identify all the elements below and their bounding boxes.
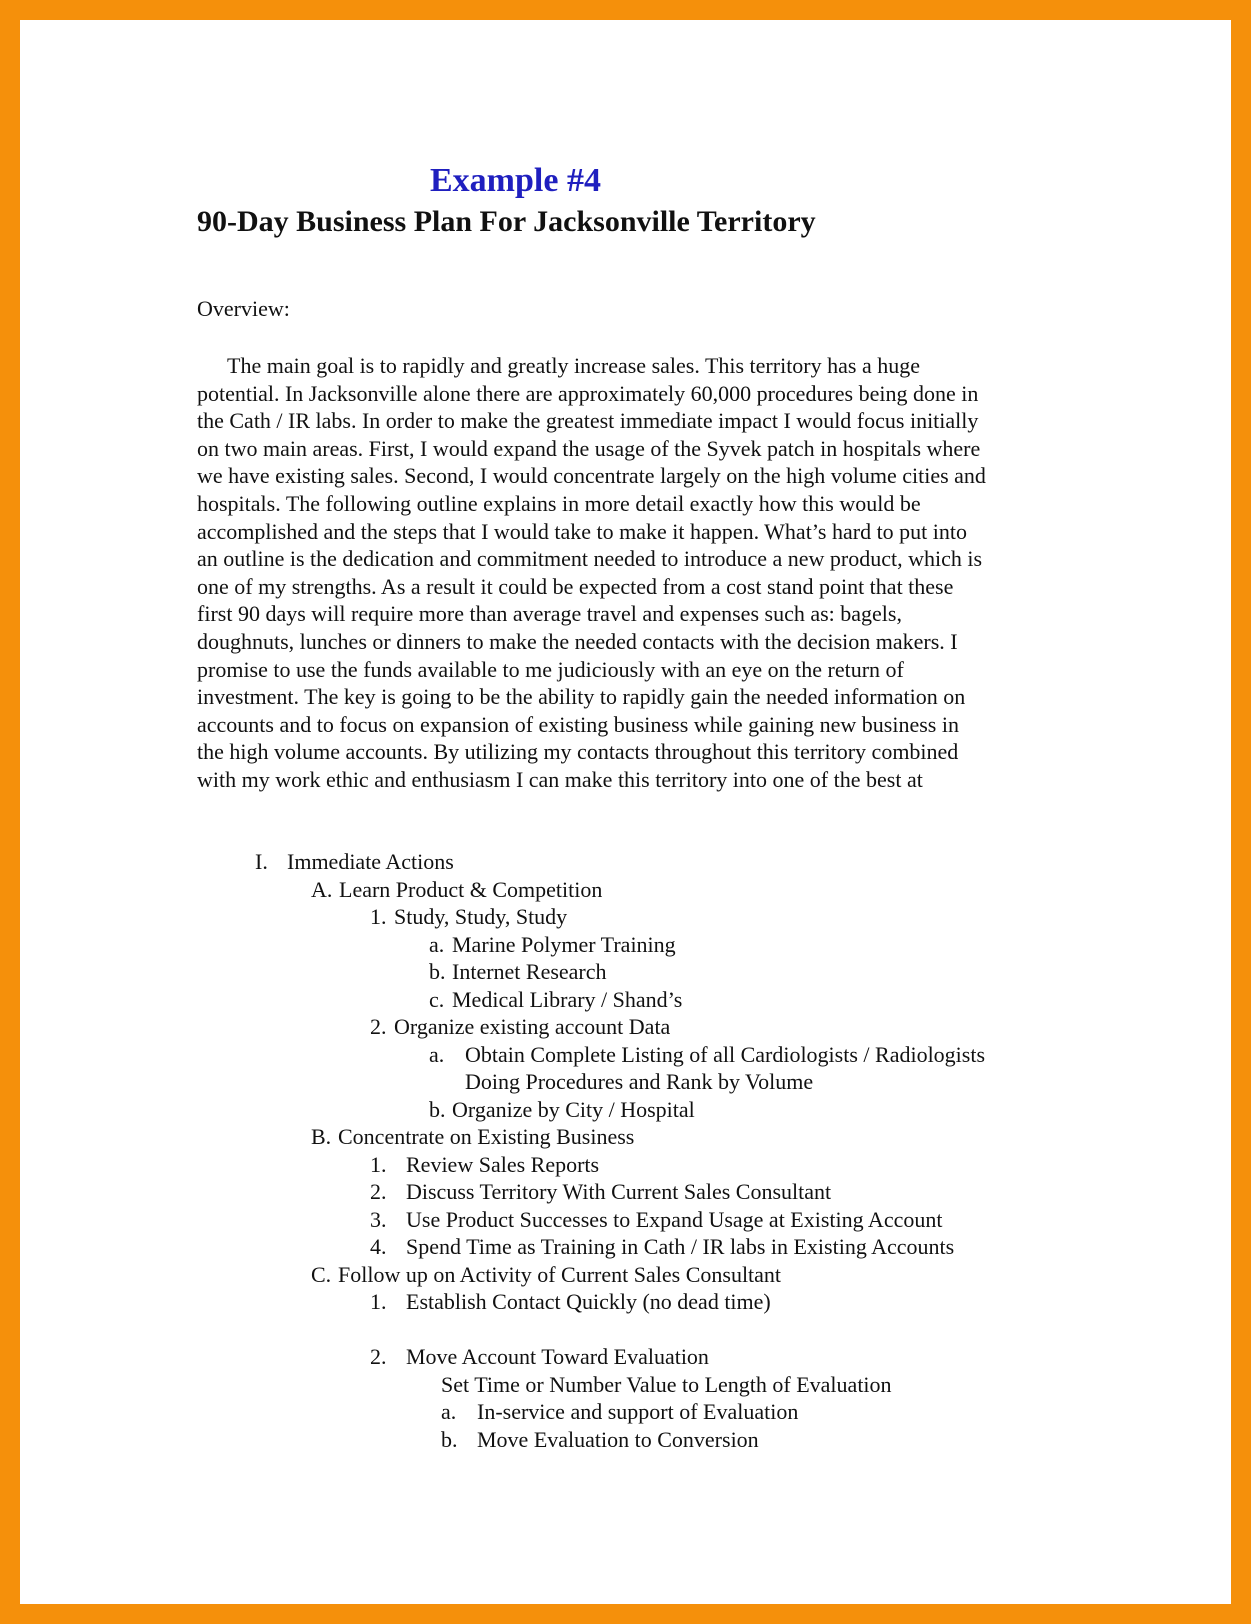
outline-text: Review Sales Reports [406,1152,600,1177]
outline-item-B [311,1123,634,1151]
outline-marker: b. [441,1427,458,1452]
outline-item-I [255,848,454,876]
outline-marker: 2. [370,1344,387,1369]
outline-text: Follow up on Activity of Current Sales Consultant [338,1262,782,1287]
outline-item-A2a-continued: Doing Procedures and Rank by Volume [465,1069,814,1094]
paragraph-line: promise to use the funds available to me judiciously with an eye on the return of [197,656,904,682]
outline-text: Concentrate on Existing Business [338,1124,635,1149]
outline-note-C2: Set Time or Number Value to Length of Evaluation [441,1372,892,1397]
overview-paragraph [197,352,1077,794]
outline-marker: C. [311,1262,332,1287]
paragraph-line: hospitals. The following outline explains in more detail exactly how this would be [197,490,921,516]
document-title: 90-Day Business Plan For Jacksonville Territory [197,205,816,238]
outline-item-C2b [441,1426,759,1454]
outline-item-A2 [370,1013,670,1041]
outline-item-B1 [370,1151,599,1179]
outline-text: Use Product Successes to Expand Usage at Existing Account [406,1207,943,1232]
outline-text: Immediate Actions [287,849,454,874]
paragraph-line: on two main areas. First, I would expand the usage of the Syvek patch in hospitals where [197,435,981,461]
outline-marker: 1. [370,904,387,929]
outline-item-A2a [429,1041,985,1069]
outline-item-C [311,1261,781,1289]
outline-marker: 1. [370,1289,387,1314]
outline-marker: a. [429,1042,445,1067]
outline-text: Establish Contact Quickly (no dead time) [406,1289,771,1314]
outline-marker: 3. [370,1207,387,1232]
paragraph-line: The main goal is to rapidly and greatly increase sales. This territory has a huge [227,353,920,378]
paragraph-line: potential. In Jacksonville alone there are approximately 60,000 procedures being done in [197,380,979,406]
outline-text: Internet Research [452,959,607,984]
paragraph-line: with my work ethic and enthusiasm I can make this territory into one of the best at [197,766,923,792]
outline-text: Study, Study, Study [394,904,568,929]
outline-item-B3 [370,1206,942,1234]
outline-marker: A. [311,877,333,902]
outline-text: Marine Polymer Training [452,932,676,957]
outline-text: Obtain Complete Listing of all Cardiologists / Radiologists [465,1042,986,1067]
outline-text: Medical Library / Shand’s [452,987,683,1012]
outline-text: Spend Time as Training in Cath / IR labs in Existing Accounts [406,1234,955,1259]
outline-text: Organize existing account Data [394,1014,671,1039]
outline-marker: 2. [370,1014,387,1039]
outline-item-B2 [370,1178,831,1206]
outline-item-C1 [370,1288,771,1316]
paragraph-line: we have existing sales. Second, I would concentrate largely on the high volume cities and [197,463,986,489]
outline-marker: a. [441,1399,457,1424]
paragraph-line: the Cath / IR labs. In order to make the greatest immediate impact I would focus initially [197,408,979,434]
example-heading: Example #4 [430,162,601,199]
outline-marker: 2. [370,1179,387,1204]
outline-marker: a. [429,932,445,957]
outline-marker: b. [429,1097,446,1122]
outline-text: Organize by City / Hospital [452,1097,695,1122]
outline-text: In-service and support of Evaluation [477,1399,799,1424]
outline-text: Learn Product & Competition [339,877,603,902]
overview-label: Overview: [197,296,290,321]
outline-item-A [311,876,602,904]
outline-item-A1b [429,958,607,986]
paragraph-line: accomplished and the steps that I would take to make it happen. What’s hard to put into [197,518,968,544]
outline-item-B4 [370,1233,954,1261]
paragraph-line: an outline is the dedication and commitment needed to introduce a new product, which is [197,546,983,572]
outline-item-A1 [370,903,567,931]
outline-marker: I. [255,849,268,874]
outline-item-C2 [370,1343,709,1371]
paragraph-line: one of my strengths. As a result it could be expected from a cost stand point that these [197,573,954,599]
outline-marker: 1. [370,1152,387,1177]
outline-item-A1c [429,986,682,1014]
outline-text: Discuss Territory With Current Sales Consultant [406,1179,832,1204]
paragraph-line: investment. The key is going to be the ability to rapidly gain the needed information on [197,684,966,710]
outline-text: Move Evaluation to Conversion [477,1427,759,1452]
paragraph-line: doughnuts, lunches or dinners to make the needed contacts with the decision makers. I [197,628,958,654]
outline-marker: B. [311,1124,332,1149]
outline-text: Move Account Toward Evaluation [406,1344,709,1369]
outline-marker: b. [429,959,446,984]
paragraph-line: first 90 days will require more than average travel and expenses such as: bagels, [197,601,902,627]
paragraph-line: accounts and to focus on expansion of existing business while gaining new business in [197,711,959,737]
outline-item-C2a [441,1398,798,1426]
outline-marker: c. [429,987,445,1012]
outline-marker: 4. [370,1234,387,1259]
outline-item-A2b [429,1096,695,1124]
outline-item-A1a [429,931,676,959]
paragraph-line: the high volume accounts. By utilizing my contacts throughout this territory combined [197,739,959,765]
